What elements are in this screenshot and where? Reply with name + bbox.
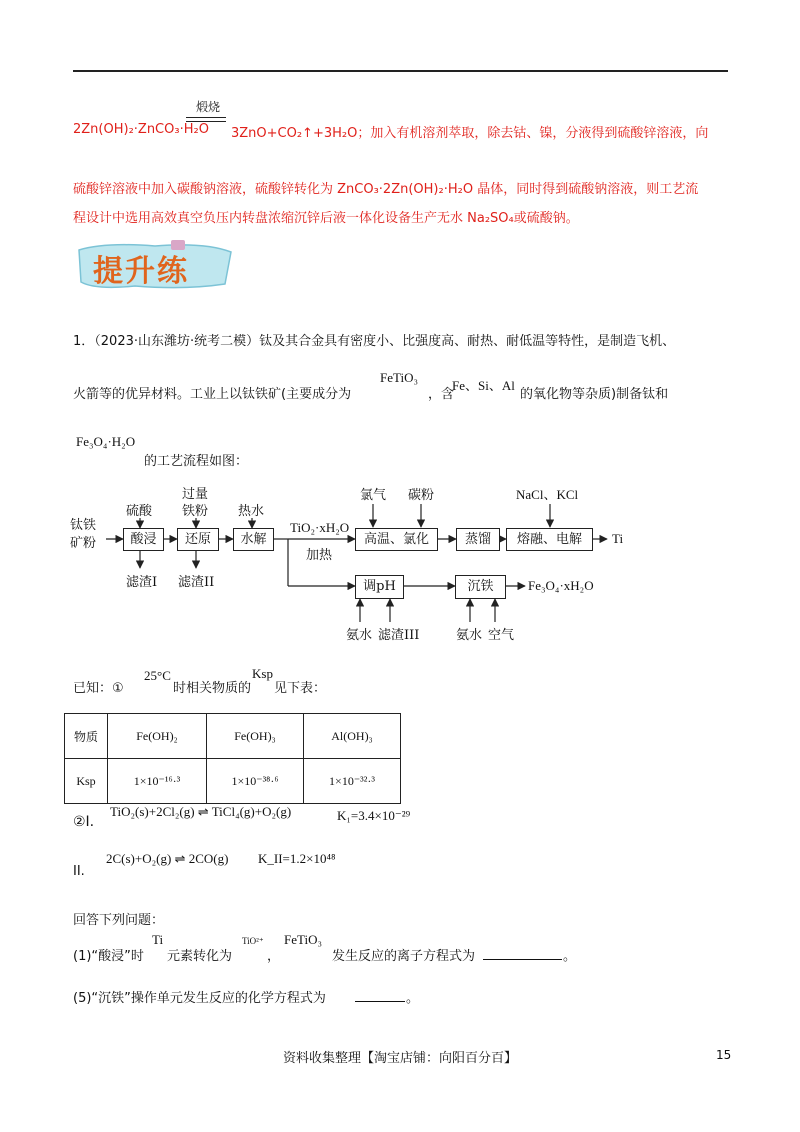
equilibrium-2-prefix: II. [73, 864, 85, 879]
question-line-2a: 火箭等的优异材料。工业上以钛铁矿(主要成分为 [73, 387, 352, 402]
reaction-arrow-line-top [186, 117, 226, 118]
box-adjust-ph: 调pH [355, 575, 404, 599]
box-hydrolysis: 水解 [233, 528, 274, 551]
table-header-cell: Al(OH)₃ [304, 714, 401, 759]
flow-lines [70, 478, 670, 648]
input-carbon: 碳粉 [408, 488, 435, 503]
input-ammonia-1: 氨水 [346, 628, 373, 643]
input-air: 空气 [488, 628, 515, 643]
known-intro-b: 时相关物质的 [173, 681, 252, 696]
input-excess-iron-2: 铁粉 [182, 504, 209, 519]
question-1-answer-blank [483, 959, 562, 960]
question-1-ion: TiO²⁺ [242, 936, 264, 946]
box-precipitate-iron: 沉铁 [455, 575, 506, 599]
question-1-b: 元素转化为 [167, 949, 233, 964]
input-chlorine: 氯气 [360, 488, 387, 503]
page-number: 15 [716, 1048, 732, 1062]
question-5-answer-blank [355, 1001, 405, 1002]
reaction-right: 3ZnO+CO₂↑+3H₂O；加入有机溶剂萃取，除去钴、镍，分液得到硫酸锌溶液，向 [231, 126, 709, 141]
question-5-end: 。 [406, 991, 420, 1006]
table-cell: 1×10⁻³⁸·⁶ [207, 759, 304, 804]
question-formula-fetio3: FeTiO₃ [380, 370, 419, 385]
box-chlorinate: 高温、氯化 [355, 528, 438, 551]
question-1-c: ， [267, 949, 281, 964]
question-5: (5)“沉铁”操作单元发生反应的化学方程式为 [73, 991, 326, 1006]
equilibrium-1-k: K₁=3.4×10⁻²⁹ [337, 808, 411, 823]
ksp-table [64, 713, 401, 804]
input-ammonia-2: 氨水 [456, 628, 483, 643]
equilibrium-2-equation: 2C(s)+O₂(g) ⇌ 2CO(g) [106, 851, 229, 866]
question-1-formula: FeTiO₃ [284, 932, 323, 947]
badge-text: 提升练 [93, 254, 189, 289]
output-residue-1: 滤渣I [126, 575, 158, 590]
answer-prompt: 回答下列问题： [73, 913, 165, 928]
output-tio2: TiO₂·xH₂O [290, 520, 350, 535]
output-heat: 加热 [306, 548, 333, 563]
question-line-2c: 的氧化物等杂质)制备钛和 [520, 387, 669, 402]
equilibrium-2-k: K_II=1.2×10⁴⁸ [258, 851, 336, 866]
calcination-label: 煅烧 [196, 100, 221, 114]
output-fe3o4: Fe₃O₄·xH₂O [528, 578, 594, 593]
question-1-ti: Ti [152, 932, 164, 947]
section-badge [75, 240, 235, 290]
question-1-a: (1)“酸浸”时 [73, 949, 144, 964]
known-ksp: Ksp [252, 666, 273, 681]
equilibrium-1-prefix: ②I. [73, 814, 95, 830]
reaction-left: 2Zn(OH)₂·ZnCO₃·H₂O [73, 122, 209, 137]
output-residue-2: 滤渣II [178, 575, 215, 590]
process-flow-diagram [70, 478, 670, 648]
answer-line-2: 硫酸锌溶液中加入碳酸钠溶液，硫酸锌转化为 ZnCO₃·2Zn(OH)₂·H₂O 晶体，同时得到硫酸钠溶液，则工艺流 [73, 182, 699, 197]
header-rule [73, 70, 728, 72]
question-line-3: 的工艺流程如图： [144, 454, 249, 469]
input-salts: NaCl、KCl [516, 487, 579, 502]
answer-line-3: 程设计中选用高效真空负压内转盘浓缩沉锌后液一体化设备生产无水 Na₂SO₄或硫酸钠。 [73, 211, 579, 226]
input-ore-2: 矿粉 [70, 536, 97, 551]
box-electrolysis: 熔融、电解 [506, 528, 593, 551]
question-elements: Fe、Si、Al [452, 378, 515, 393]
box-distill: 蒸馏 [456, 528, 500, 551]
known-intro-a: 已知：① [73, 681, 124, 696]
question-line-2b: ，含 [428, 387, 455, 402]
question-line-1: 1．（2023·山东潍坊·统考二模）钛及其合金具有密度小、比强度高、耐热、耐低温等特性，是制造飞机、 [73, 334, 676, 349]
table-cell: 1×10⁻³²·³ [304, 759, 401, 804]
table-header-cell: 物质 [65, 714, 108, 759]
input-hot-water: 热水 [238, 504, 265, 519]
table-row [65, 714, 401, 759]
known-temp: 25°C [144, 668, 171, 683]
table-row-label: Ksp [65, 759, 108, 804]
question-formula-fe3o4: Fe₃O₄·H₂O [76, 434, 136, 449]
table-row [65, 759, 401, 804]
input-excess-iron-1: 过量 [182, 487, 209, 502]
output-ti: Ti [612, 531, 624, 546]
input-sulfuric-acid: 硫酸 [126, 504, 153, 519]
box-reduce: 还原 [177, 528, 219, 551]
footer-text: 资料收集整理【淘宝店铺：向阳百分百】 [282, 1051, 517, 1066]
table-cell: 1×10⁻¹⁶·³ [108, 759, 207, 804]
input-ore: 钛铁 [70, 518, 97, 533]
question-1-end: 。 [563, 949, 577, 964]
known-intro-c: 见下表： [274, 681, 327, 696]
equilibrium-1-equation: TiO₂(s)+2Cl₂(g) ⇌ TiCl₄(g)+O₂(g) [110, 804, 292, 819]
question-1-d: 发生反应的离子方程式为 [332, 949, 476, 964]
box-acid-leach: 酸浸 [123, 528, 164, 551]
table-header-cell: Fe(OH)₃ [207, 714, 304, 759]
table-header-cell: Fe(OH)₂ [108, 714, 207, 759]
input-residue-3: 滤渣III [378, 628, 420, 643]
